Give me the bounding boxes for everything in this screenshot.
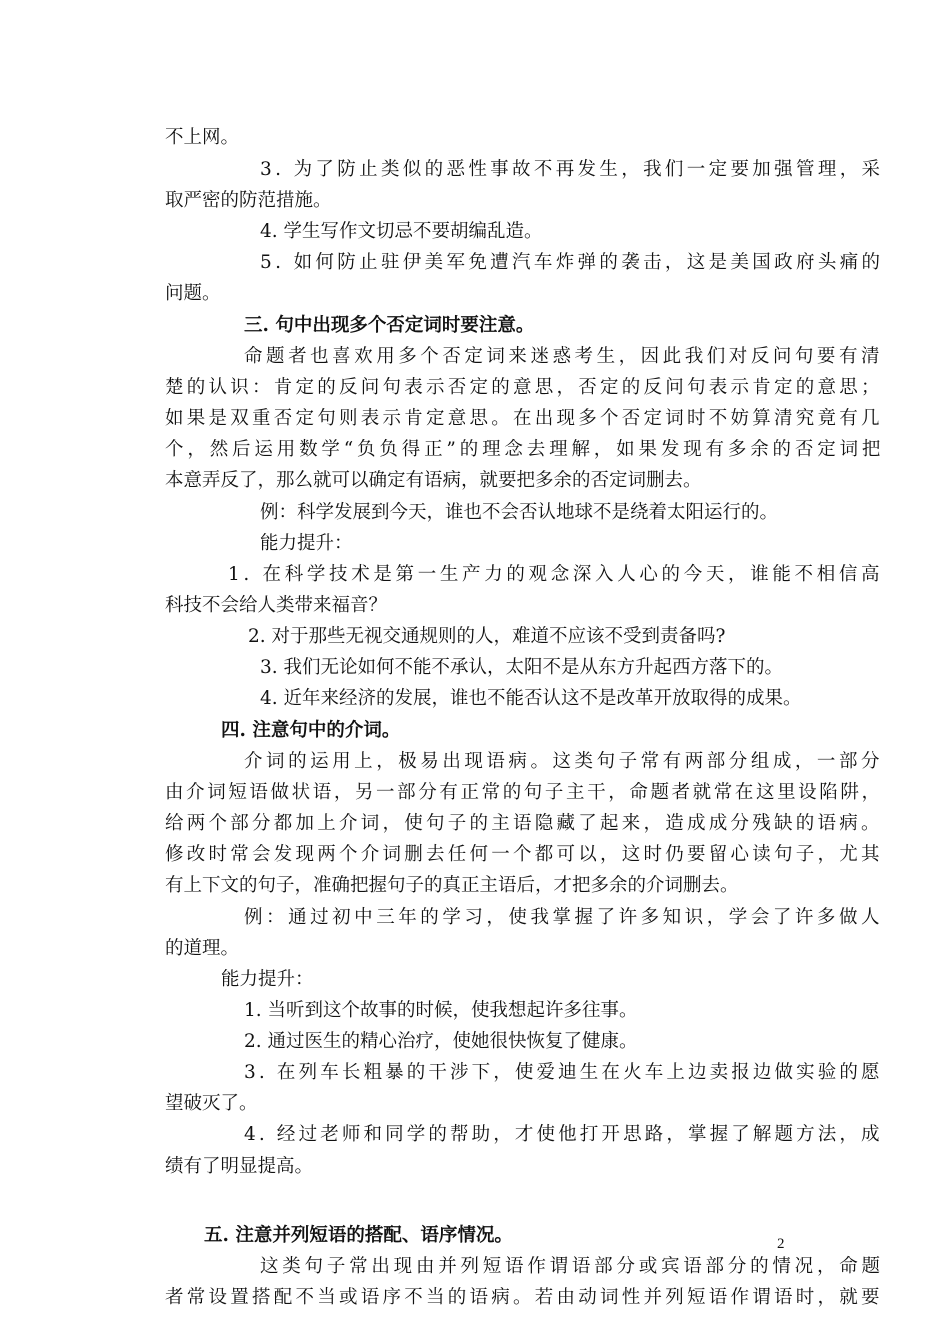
text-line: 的道理。 [165,938,240,959]
section-heading: 三. 句中出现多个否定词时要注意。 [244,315,535,336]
text-line: 1. 当听到这个故事的时候，使我想起许多往事。 [244,1000,638,1021]
text-line: 楚的认识：肯定的反问句表示否定的意思，否定的反问句表示肯定的意思； [165,377,883,398]
text-line: 望破灭了。 [165,1093,258,1114]
text-line: 例：科学发展到今天，谁也不会否认地球不是绕着太阳运行的。 [260,502,779,523]
text-line: 3. 为了防止类似的恶性事故不再发生，我们一定要加强管理，采 [260,159,884,180]
text-line: 命题者也喜欢用多个否定词来迷惑考生，因此我们对反问句要有清 [244,346,884,367]
text-line: 不上网。 [165,127,240,148]
text-line: 科技不会给人类带来福音？ [165,595,388,616]
text-line: 取严密的防范措施。 [165,190,332,211]
text-line: 4. 经过老师和同学的帮助，才使他打开思路，掌握了解题方法，成 [244,1124,883,1145]
text-line: 4. 学生写作文切忌不要胡编乱造。 [260,221,543,242]
text-line: 2. 对于那些无视交通规则的人，难道不应该不受到责备吗? [248,626,726,647]
text-line: 由介词短语做状语，另一部分有正常的句子主干，命题者就常在这里设陷阱， [165,782,883,803]
text-line: 修改时常会发现两个介词删去任何一个都可以，这时仍要留心读句子，尤其 [165,844,883,865]
text-line: 1. 在科学技术是第一生产力的观念深入人心的今天，谁能不相信高 [228,564,884,585]
text-line: 这类句子常出现由并列短语作谓语部分或宾语部分的情况，命题 [260,1256,884,1277]
text-line: 介词的运用上，极易出现语病。这类句子常有两部分组成，一部分 [244,751,884,772]
text-line: 有上下文的句子，准确把握句子的真正主语后，才把多余的介词删去。 [165,875,739,896]
text-line: 给两个部分都加上介词，使句子的主语隐藏了起来，造成成分残缺的语病。 [165,813,883,834]
text-line: 例：通过初中三年的学习，使我掌握了许多知识，学会了许多做人 [244,907,884,928]
text-line: 能力提升： [260,533,353,554]
text-line: 2. 通过医生的精心治疗，使她很快恢复了健康。 [244,1031,638,1052]
text-line: 绩有了明显提高。 [165,1156,314,1177]
text-line: 3. 在列车长粗暴的干涉下，使爱迪生在火车上边卖报边做实验的愿 [244,1062,883,1083]
page-number: 2 [777,1236,785,1252]
text-line: 者常设置搭配不当或语序不当的语病。若由动词性并列短语作谓语时，就要 [165,1287,883,1308]
section-heading: 五. 注意并列短语的搭配、语序情况。 [204,1225,513,1246]
text-line: 如果是双重否定句则表示肯定意思。在出现多个否定词时不妨算清究竟有几 [165,408,883,429]
text-line: 5. 如何防止驻伊美军免遭汽车炸弹的袭击，这是美国政府头痛的 [260,252,884,273]
text-line: 4. 近年来经济的发展，谁也不能否认这不是改革开放取得的成果。 [260,688,802,709]
text-line: 问题。 [165,283,221,304]
text-line: 能力提升： [221,969,314,990]
text-line: 3. 我们无论如何不能不承认，太阳不是从东方升起西方落下的。 [260,657,784,678]
section-heading: 四. 注意句中的介词。 [221,720,401,741]
text-line: 本意弄反了，那么就可以确定有语病，就要把多余的否定词删去。 [165,470,702,491]
text-line: 个，然后运用数学“负负得正”的理念去理解，如果发现有多余的否定词把 [165,439,885,460]
